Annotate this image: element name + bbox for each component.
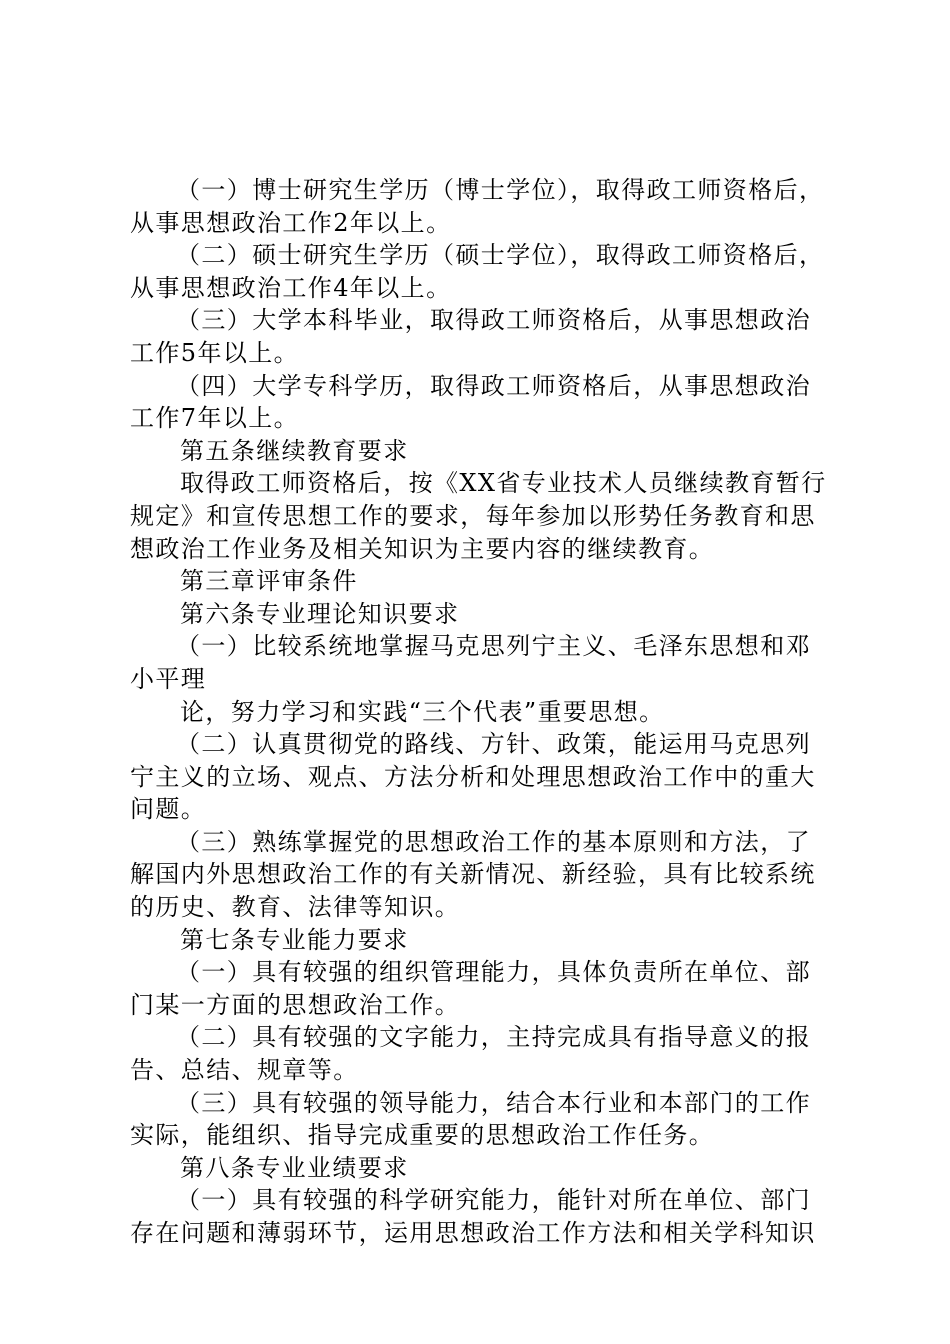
text-line: （二）认真贯彻党的路线、方针、政策，能运用马克思列 [176,730,811,759]
text-line: 解国内外思想政治工作的有关新情况、新经验，具有比较系统 [130,860,816,889]
text-line: （三）大学本科毕业，取得政工师资格后，从事思想政治 [176,306,811,335]
text-line: （三）具有较强的领导能力，结合本行业和本部门的工作 [176,1088,811,1117]
text-line: 实际，能组织、指导完成重要的思想政治工作任务。 [130,1121,715,1150]
text-line: （一）比较系统地掌握马克思列宁主义、毛泽东思想和邓 [176,632,811,661]
text-line: 规定》和宣传思想工作的要求，每年参加以形势任务教育和思 [130,501,816,530]
text-line: 第八条专业业绩要求 [180,1153,409,1182]
text-line: 宁主义的立场、观点、方法分析和处理思想政治工作中的重大 [130,762,816,791]
text-line: 想政治工作业务及相关知识为主要内容的继续教育。 [130,534,715,563]
text-line: 问题。 [130,795,207,824]
text-line: 从事思想政治工作2年以上。 [130,208,452,237]
text-line: 工作7年以上。 [130,404,300,433]
text-line: （二）具有较强的文字能力，主持完成具有指导意义的报 [176,1023,811,1052]
text-line: （一）博士研究生学历（博士学位），取得政工师资格后， [176,176,825,204]
text-line: 的历史、教育、法律等知识。 [130,893,461,922]
text-line: 第五条继续教育要求 [180,436,409,465]
text-line: 小平理 [130,664,207,693]
text-line: 存在问题和薄弱环节，运用思想政治工作方法和相关学科知识 [130,1219,816,1247]
text-line: 告、总结、规章等。 [130,1056,359,1085]
text-line: （四）大学专科学历，取得政工师资格后，从事思想政治 [176,371,811,400]
text-line: 第七条专业能力要求 [180,925,409,954]
text-line: 第六条专业理论知识要求 [180,599,460,628]
text-line: （三）熟练掌握党的思想政治工作的基本原则和方法，了 [176,827,811,856]
text-line: 论，努力学习和实践“三个代表”重要思想。 [180,697,665,726]
document-body [130,174,840,1250]
text-line: （二）硕士研究生学历（硕士学位），取得政工师资格后， [176,241,825,270]
text-line: （一）具有较强的组织管理能力，具体负责所在单位、部 [176,958,811,987]
text-line: （一）具有较强的科学研究能力，能针对所在单位、部门 [176,1186,811,1215]
text-line: 取得政工师资格后，按《XX省专业技术人员继续教育暂行 [180,469,827,498]
text-line: 工作5年以上。 [130,338,300,367]
text-line: 第三章评审条件 [180,567,358,596]
text-line: 门某一方面的思想政治工作。 [130,990,461,1019]
text-line: 从事思想政治工作4年以上。 [130,273,452,302]
